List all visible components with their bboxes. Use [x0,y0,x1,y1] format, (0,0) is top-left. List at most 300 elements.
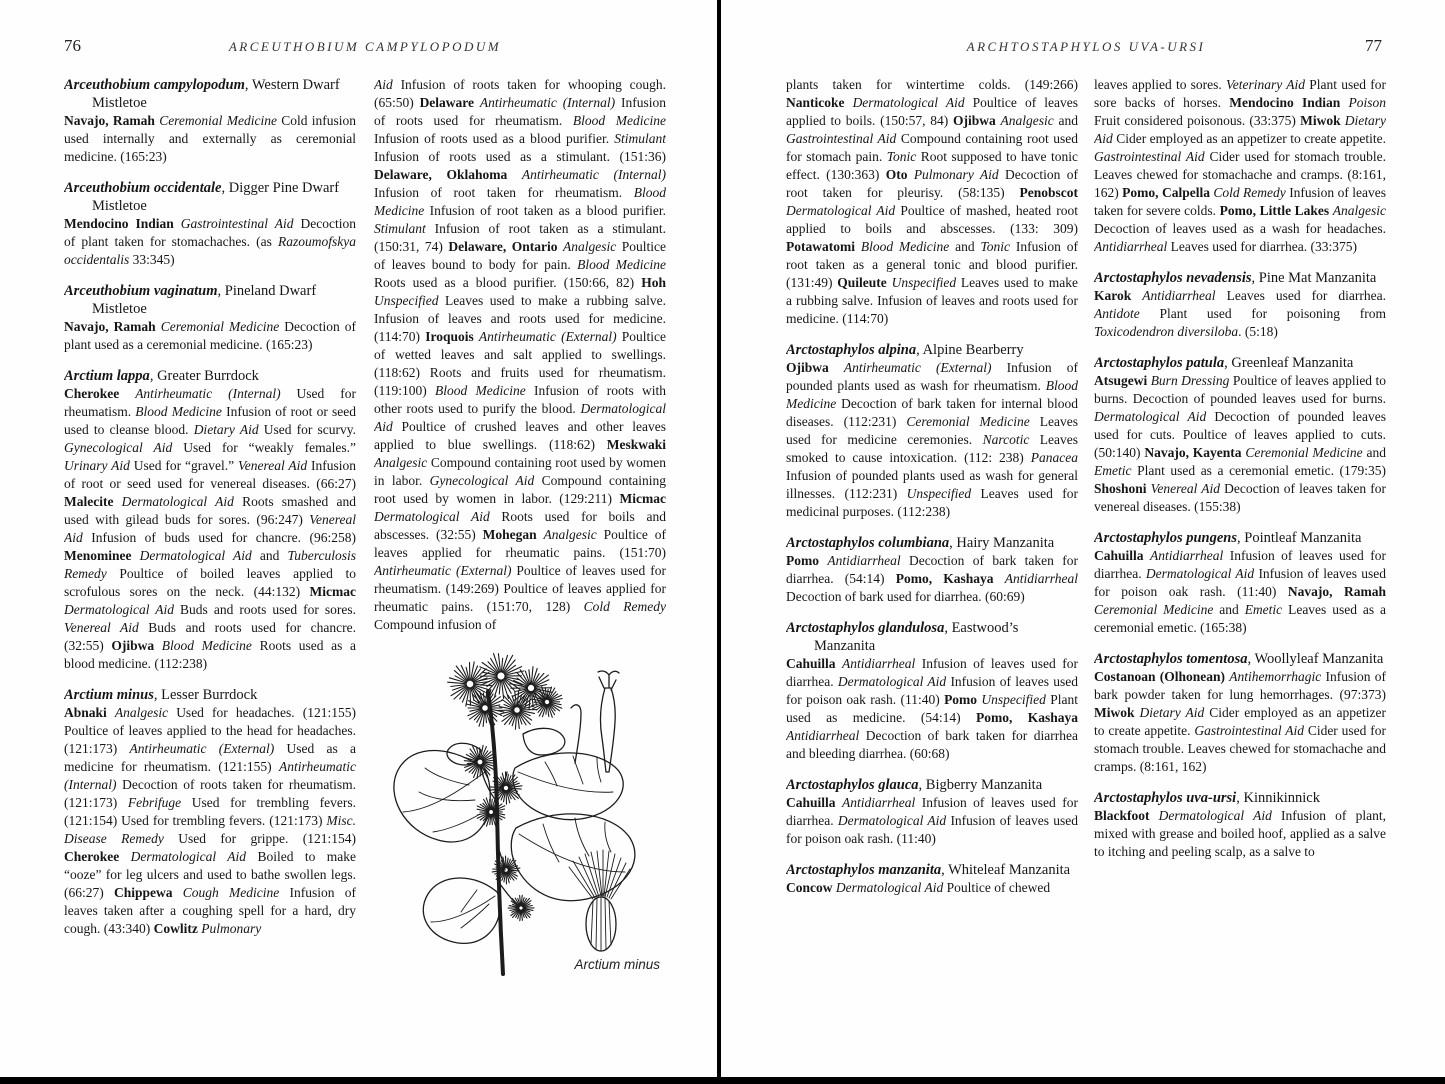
text-segment: Antidiarrheal [827,553,909,568]
text-segment: Dermatological Aid [837,674,951,689]
entry-paragraph [374,76,666,634]
text-segment: Cowlitz [153,921,202,936]
text-segment: Abnaki [64,705,115,720]
text-segment: Gastrointestinal Aid [786,131,901,146]
text-segment: , Whiteleaf Manzanita [941,862,1071,878]
left-page-number: 76 [64,36,81,55]
text-segment: Antirheumatic (Internal) [521,167,666,182]
text-segment: Dermatological Aid [835,880,947,895]
text-segment: , Kinnikinnick [1236,790,1320,806]
text-segment: Dietary Aid [1139,705,1210,720]
text-segment: Antidiarrheal [1094,239,1171,254]
text-segment: Infusion of leaves taken for severe colds. [1094,185,1386,218]
text-segment: Navajo, Ramah [64,319,161,334]
text-segment: Venereal Aid [1150,481,1225,496]
text-segment: Analgesic [114,705,177,720]
text-segment: Venereal Aid [238,458,312,473]
entry-heading [786,534,1078,552]
text-segment: Fruit considered poisonous. (33:375) [1094,113,1301,128]
text-segment: Infusion of root or seed used for venereal diseases. (66:27) [64,458,356,491]
text-segment: Analgesic [1332,203,1386,218]
text-segment: Plant used for sore backs of horses. [1094,77,1386,110]
bottom-scan-edge [0,1077,1445,1084]
text-segment: Unspecified [906,486,981,501]
entry-paragraph [64,385,356,673]
text-segment: Antidiarrheal [841,795,922,810]
text-segment: Compound infusion of [374,617,497,632]
text-segment: Leaves used as a ceremonial emetic. (165:38) [1094,602,1386,635]
text-segment: Decoction of bark taken for diarrhea. (54:14) [786,553,1078,586]
left-page-column-1 [64,76,356,1034]
text-segment: Dermatological Aid [852,95,973,110]
text-segment: Buds and roots used for chancre. (32:55) [64,620,356,653]
text-segment: Dermatological Aid [130,849,258,864]
text-segment: , Greenleaf Manzanita [1224,355,1354,371]
text-segment: and [1058,113,1078,128]
entry-heading [1094,354,1386,372]
entry-paragraph [786,552,1078,606]
left-page-column-2 [374,76,666,1034]
entry-paragraph [1094,807,1386,861]
text-segment: Tuberculosis Remedy [64,548,356,581]
entry-paragraph [786,655,1078,763]
text-segment: Antirheumatic (External) [478,329,622,344]
text-segment: Venereal Aid [64,620,149,635]
text-segment: Leaves used to make a rubbing salve. Infusion of leaves and roots used for medicine. (114:70) [374,293,666,344]
text-segment: Infusion of root or seed used to cleanse blood. [64,404,356,437]
text-segment: Navajo, Ramah [64,113,160,128]
text-segment: Atsugewi [1094,373,1151,388]
text-segment: Gynecological Aid [64,440,184,455]
text-segment: Hoh [641,275,666,290]
text-segment: Root supposed to have tonic effect. (130:363) [786,149,1078,182]
page-gutter-divider [717,0,721,1084]
text-segment: Antidiarrheal [841,656,922,671]
text-segment: Decoction of bark taken for internal blood diseases. (112:231) [786,396,1078,429]
text-segment: Toxicodendron diversiloba [1094,324,1239,339]
text-segment: Analgesic [543,527,604,542]
text-segment: Unspecified [891,275,961,290]
text-segment: Infusion of pounded plants used as wash for general illnesses. (112:231) [786,468,1078,501]
text-segment: Antirheumatic (External) [843,360,1007,375]
text-segment: Decoction of plant taken for stomachaches. (as [64,216,356,249]
text-segment: Narcotic [982,432,1040,447]
text-segment: Pomo [944,692,982,707]
text-segment: Cold infusion used internally and externally as ceremonial medicine. (165:23) [64,113,356,164]
text-segment: Cider employed as an appetizer to create appetite. [1116,131,1386,146]
entry-paragraph [64,112,356,166]
entry-paragraph [64,215,356,269]
text-segment: Decoction of plant used as a ceremonial medicine. (165:23) [64,319,356,352]
text-segment: Arctostaphylos patula [1094,355,1225,371]
text-segment: Pulmonary [201,921,262,936]
text-segment: Dermatological Aid [1158,808,1282,823]
text-segment: Dermatological Aid [374,509,502,524]
text-segment: Antirheumatic (Internal) [135,386,297,401]
text-segment: Leaves used for diarrhea. [1226,288,1386,303]
text-segment: Panacea [1030,450,1078,465]
text-segment: Stimulant [614,131,666,146]
entry-heading [1094,789,1386,807]
entry-heading [64,686,356,704]
text-segment: Infusion of root taken as a blood purifier. [429,203,666,218]
text-segment: Ojibwa [952,113,1001,128]
text-segment: Poultice of crushed leaves and other leaves applied to blue swellings. (118:62) [374,419,666,452]
text-segment: Plant used as a ceremonial emetic. (179:35) [1137,463,1386,478]
text-segment: Mendocino Indian [1229,95,1349,110]
entry-heading [1094,650,1386,668]
text-segment: Cold Remedy [583,599,666,614]
text-segment: Gastrointestinal Aid [180,216,301,231]
text-segment: . (5:18) [1238,324,1278,339]
text-segment: Antirheumatic (Internal) [479,95,621,110]
text-segment: Blood Medicine [135,404,227,419]
text-segment: Razoumofskya occidentalis [64,234,356,267]
text-segment: Roots used as a blood purifier. (150:66, 82) [374,275,642,290]
text-segment: Infusion of root taken for rheumatism. [374,185,634,200]
text-segment: and [1219,602,1245,617]
text-segment: Unspecified [981,692,1051,707]
text-segment: Emetic [1094,463,1138,478]
text-segment: Gastrointestinal Aid [1194,723,1308,738]
text-segment: , Bigberry Manzanita [918,777,1043,793]
text-segment: Infusion of roots used as a stimulant. (151:36) [374,149,666,164]
text-segment: Cherokee [64,386,136,401]
text-segment: Cahuilla [786,795,842,810]
text-segment: Delaware, Ontario [448,239,563,254]
text-segment: and [955,239,981,254]
text-segment: Cahuilla [786,656,842,671]
text-segment: Infusion of leaves used for diarrhea. [786,656,1078,689]
text-segment: , Lesser Burrdock [153,687,258,703]
text-segment: Blood Medicine [374,185,666,218]
text-segment: Poultice of leaves used for rheumatism. (149:269) Poultice of leaves applied for rheumatic pains. (151:70, 128) [374,563,666,614]
text-segment: Infusion of roots with other roots used to purify the blood. [374,383,666,416]
text-segment: Dermatological Aid [1145,566,1259,581]
text-segment: leaves applied to sores. [1094,77,1227,92]
text-segment: Cold Remedy [1213,185,1290,200]
entry-heading [1094,529,1386,547]
arctium-minus-illustration [374,642,666,978]
text-segment: Cider employed as an appetizer to create appetite. [1094,705,1386,738]
text-segment: Decoction of bark taken for diarrhea and bleeding diarrhea. (60:68) [786,728,1078,761]
text-segment: Buds and roots used for sores. [180,602,356,617]
text-segment: Compound containing root used by women in labor. [374,455,666,488]
text-segment: Decoction of roots taken for rheumatism. (121:173) [64,777,356,810]
text-segment: Pomo, Calpella [1122,185,1214,200]
text-segment: Blackfoot [1094,808,1159,823]
text-segment: Decoction of pounded leaves used for cuts. Poultice of leaves applied to cuts. (50:140) [1094,409,1386,460]
illustration-caption: Arctium minus [574,957,660,972]
right-page-column-2 [1094,76,1386,1034]
text-segment: and [1366,445,1386,460]
text-segment: Compound containing root used for stomach pain. [786,131,1078,164]
text-segment: Costanoan (Olhonean) [1094,669,1230,684]
text-segment: Nanticoke [786,95,853,110]
text-segment: Urinary Aid [64,458,134,473]
text-segment: Arctium lappa [64,368,150,384]
text-segment: Arctostaphylos glandulosa [786,620,945,636]
text-segment: Infusion of bark powder taken for lung hemorrhages. (97:373) [1094,669,1386,702]
text-segment: Roots smashed and used with gilead buds for sores. (96:247) [64,494,356,527]
text-segment: Dietary Aid [1094,113,1386,146]
text-segment: Used for trembling fevers. (121:154) Used for trembling fevers. (121:173) [64,795,356,828]
text-segment: Veterinary Aid [1226,77,1310,92]
entry-heading [786,341,1078,359]
text-segment: Leaves used for diarrhea. (33:375) [1170,239,1357,254]
text-segment: Pulmonary Aid [913,167,1005,182]
text-segment: Dermatological Aid [837,813,951,828]
text-segment: , Pine Mat Manzanita [1251,270,1377,286]
text-segment: Decoction of root taken for pleurisy. (58:135) [786,167,1078,200]
entry-paragraph [1094,547,1386,637]
text-segment: Gynecological Aid [429,473,542,488]
text-segment: Used as a medicine for rheumatism. (121:155) [64,741,356,774]
text-segment: Dermatological Aid [1094,409,1215,424]
text-segment: Burn Dressing [1150,373,1233,388]
text-segment: Poultice of leaves applied to burns. Decoction of pounded leaves used for burns. [1094,373,1386,406]
text-segment: Poultice of chewed [946,880,1051,895]
text-segment: Antidote [1094,306,1160,321]
text-segment: Infusion of root taken as a stimulant. (150:31, 74) [374,221,666,254]
text-segment: Cider used for stomach trouble. Leaves chewed for stomachache and cramps. (8:161, 162) [1094,723,1386,774]
text-segment: Infusion of plant, mixed with grease and boiled hoof, applied as a salve to itching and peeling scalp, as a salve to [1094,808,1386,859]
entry-paragraph [64,318,356,354]
text-segment: Arctostaphylos pungens [1094,530,1238,546]
text-segment: Miwok [1094,705,1140,720]
text-segment: Leaves used for medicinal purposes. (112:238) [786,486,1078,519]
text-segment: Quileute [837,275,892,290]
text-segment: Leaves used for medicine ceremonies. [786,414,1078,447]
text-segment: Infusion of buds used for chancre. (96:258) [91,530,356,545]
entry-paragraph [786,359,1078,521]
entry-paragraph [786,794,1078,848]
text-segment: Arctostaphylos tomentosa [1094,651,1248,667]
text-segment: Arctostaphylos nevadensis [1094,270,1252,286]
text-segment: Misc. Disease Remedy [64,813,356,846]
text-segment: Antidiarrheal [1142,288,1227,303]
entry-paragraph [1094,372,1386,516]
right-page-column-1 [786,76,1078,1034]
text-segment: Aid [374,77,401,92]
text-segment: plants taken for wintertime colds. (149:266) [786,77,1078,92]
text-segment: Pomo, Kashaya [895,571,1005,586]
left-running-head: ARCEUTHOBIUM CAMPYLOPODUM [228,39,502,54]
text-segment: Oto [885,167,914,182]
text-segment: Potawatomi [786,239,861,254]
text-segment: Analgesic [374,455,431,470]
text-segment: Poultice of wetted leaves and salt applied to swellings. (118:62) Roots and fruits used for rheumatism. (119:100) [374,329,666,398]
text-segment: Boiled to make “ooze” for leg ulcers and used to bathe swollen legs. (66:27) [64,849,356,900]
right-page-number: 77 [1365,36,1382,55]
text-segment: Arceuthobium campylopodum [64,77,245,93]
text-segment: , Greater Burrdock [149,368,259,384]
text-segment: Arctium minus [64,687,154,703]
text-segment: Infusion of leaves used for diarrhea. [786,795,1078,828]
text-segment: Unspecified [374,293,446,308]
text-segment: Antirheumatic (Internal) [64,759,356,792]
entry-heading [1094,269,1386,287]
text-segment: Febrifuge [127,795,192,810]
text-segment: Antidiarrheal [1004,571,1078,586]
text-segment: Blood Medicine [786,378,1078,411]
text-segment: Infusion of root taken as a general tonic and blood purifier. (131:49) [786,239,1078,290]
entry-paragraph [1094,76,1386,256]
text-segment: , Eastwood’s Manzanita [814,620,1019,654]
text-segment: Malecite [64,494,122,509]
entry-heading [786,619,1078,655]
text-segment: Blood Medicine [577,257,666,272]
text-segment: , Hairy Manzanita [949,535,1055,551]
text-segment: Blood Medicine [860,239,956,254]
text-segment: Infusion of leaves used for poison oak rash. (11:40) [786,813,1078,846]
text-segment: Ceremonial Medicine [1245,445,1367,460]
text-segment: Antidiarrheal [786,728,866,743]
text-segment: Antirheumatic (External) [129,741,287,756]
text-segment: Poultice of boiled leaves applied to scrofulous sores on the neck. (44:132) [64,566,356,599]
text-segment: Pomo [786,553,828,568]
text-segment: Concow [786,880,836,895]
text-segment: Poultice of leaves applied for rheumatic pains. (151:70) [374,527,666,560]
text-segment: Ceremonial Medicine [160,319,285,334]
text-segment: Arceuthobium occidentale [64,180,222,196]
text-segment: Cough Medicine [182,885,290,900]
text-segment: Analgesic [1000,113,1059,128]
text-segment: Used for grippe. (121:154) [178,831,356,846]
entry-heading [64,282,356,318]
text-segment: Infusion of roots used for rheumatism. [374,95,666,128]
text-segment: Infusion of leaves taken after a coughing spell for a hard, dry cough. (43:340) [64,885,356,936]
text-segment: Leaves used to make a rubbing salve. Infusion of leaves and roots used for medicine. (114:70) [786,275,1078,326]
text-segment: Ceremonial Medicine [1094,602,1220,617]
text-segment: Used for scurvy. [263,422,356,437]
text-segment: Arctostaphylos columbiana [786,535,950,551]
entry-heading [64,367,356,385]
text-segment: Dietary Aid [193,422,264,437]
text-segment: Shoshoni [1094,481,1151,496]
text-segment: Cherokee [64,849,131,864]
text-segment: Dermatological Aid [64,602,181,617]
text-segment: Roots used for boils and abscesses. (32:55) [374,509,666,542]
text-segment: Decoction of bark used for diarrhea. (60:69) [786,589,1025,604]
text-segment: Poultice of leaves applied to boils. (150:57, 84) [786,95,1078,128]
entry-paragraph [1094,287,1386,341]
text-segment: , Woollyleaf Manzanita [1247,651,1384,667]
text-segment: Pomo, Little Lakes [1219,203,1333,218]
text-segment: Leaves smoked to cause intoxication. (112: 238) [786,432,1078,465]
entry-heading [64,179,356,215]
text-segment: Emetic [1244,602,1289,617]
text-segment: Used for headaches. (121:155) Poultice of leaves applied to the head for headaches. (121:173) [64,705,356,756]
text-segment: Poultice of leaves bound to body for pain. [374,239,666,272]
text-segment: Venereal Aid [64,512,356,545]
text-segment: Arceuthobium vaginatum [64,283,218,299]
text-segment: Navajo, Ramah [1287,584,1386,599]
text-segment: Antirheumatic (External) [374,563,517,578]
entry-paragraph [64,704,356,938]
text-segment: Arctostaphylos alpina [786,342,917,358]
entry-heading [786,776,1078,794]
text-segment: Infusion of roots used as a blood purifier. [374,131,615,146]
text-segment: Poison [1348,95,1386,110]
text-segment: Plant used for poisoning from [1159,306,1386,321]
text-segment: Gastrointestinal Aid [1094,149,1210,164]
text-segment: Micmac [619,491,666,506]
text-segment: Infusion of roots taken for whooping cough. (65:50) [374,77,666,110]
text-segment: Antidiarrheal [1149,548,1230,563]
left-column-2-text [374,76,666,634]
text-segment: Used for “gravel.” [133,458,239,473]
botanical-drawing [374,642,666,978]
text-segment: Blood Medicine [572,113,666,128]
text-segment: Mendocino Indian [64,216,181,231]
text-segment: Iroquois [425,329,479,344]
text-segment: Infusion of leaves used for poison oak rash. (11:40) [1094,566,1386,599]
text-segment: Ceremonial Medicine [906,414,1040,429]
text-segment: Compound containing root used by women in labor. (129:211) [374,473,666,506]
text-segment: Blood Medicine [161,638,260,653]
text-segment: , Western Dwarf Mistletoe [92,77,340,111]
entry-heading [786,861,1078,879]
text-segment: Ceremonial Medicine [159,113,282,128]
text-segment: , Alpine Bearberry [916,342,1024,358]
text-segment: Ojibwa [111,638,162,653]
text-segment: Mohegan [482,527,544,542]
text-segment: Poultice of mashed, heated root applied to boils and abscesses. (133: 309) [786,203,1078,236]
text-segment: Meskwaki [606,437,666,452]
text-segment: Miwok [1300,113,1345,128]
text-segment: Ojibwa [786,360,844,375]
text-segment: , Digger Pine Dwarf Mistletoe [92,180,340,214]
text-segment: Micmac [309,584,356,599]
text-segment: Cahuilla [1094,548,1150,563]
text-segment: Delaware [419,95,480,110]
text-segment: Pomo, Kashaya [976,710,1078,725]
text-segment: Tonic [980,239,1016,254]
entry-paragraph [1094,668,1386,776]
text-segment: Arctostaphylos manzanita [786,862,942,878]
text-segment: Infusion of pounded plants used as wash for rheumatism. [786,360,1078,393]
text-segment: Navajo, Kayenta [1144,445,1246,460]
text-segment: Penobscot [1019,185,1078,200]
text-segment: Chippewa [114,885,183,900]
text-segment: Analgesic [563,239,622,254]
text-segment: Antihemorrhagic [1229,669,1326,684]
text-segment: Cider used for stomach trouble. Leaves chewed for stomachache and cramps. (8:161, 162) [1094,149,1386,200]
text-segment: and [259,548,288,563]
text-segment: Infusion of leaves used for diarrhea. [1094,548,1386,581]
text-segment: Decoction of leaves taken for venereal diseases. (155:38) [1094,481,1386,514]
text-segment: Menominee [64,548,140,563]
text-segment: Decoction of leaves used as a wash for headaches. [1094,221,1386,236]
entry-paragraph [786,76,1078,328]
text-segment: Roots used as a blood medicine. (112:238) [64,638,356,671]
text-segment: Dermatological Aid [786,203,901,218]
right-running-head: ARCHTOSTAPHYLOS UVA-URSI [966,39,1206,54]
text-segment: Arctostaphylos glauca [786,777,919,793]
text-segment: , Pointleaf Manzanita [1237,530,1362,546]
text-segment: Used for rheumatism. [64,386,356,419]
text-segment: 33:345) [129,252,175,267]
entry-heading [64,76,356,112]
text-segment: Plant used as medicine. (54:14) [786,692,1078,725]
text-segment: Infusion of leaves used for poison oak rash. (11:40) [786,674,1078,707]
text-segment: Dermatological Aid [121,494,243,509]
text-segment: , Pineland Dwarf Mistletoe [92,283,317,317]
text-segment: Dermatological Aid [374,401,666,434]
text-segment: Dermatological Aid [139,548,260,563]
text-segment: Arctostaphylos uva-ursi [1094,790,1237,806]
